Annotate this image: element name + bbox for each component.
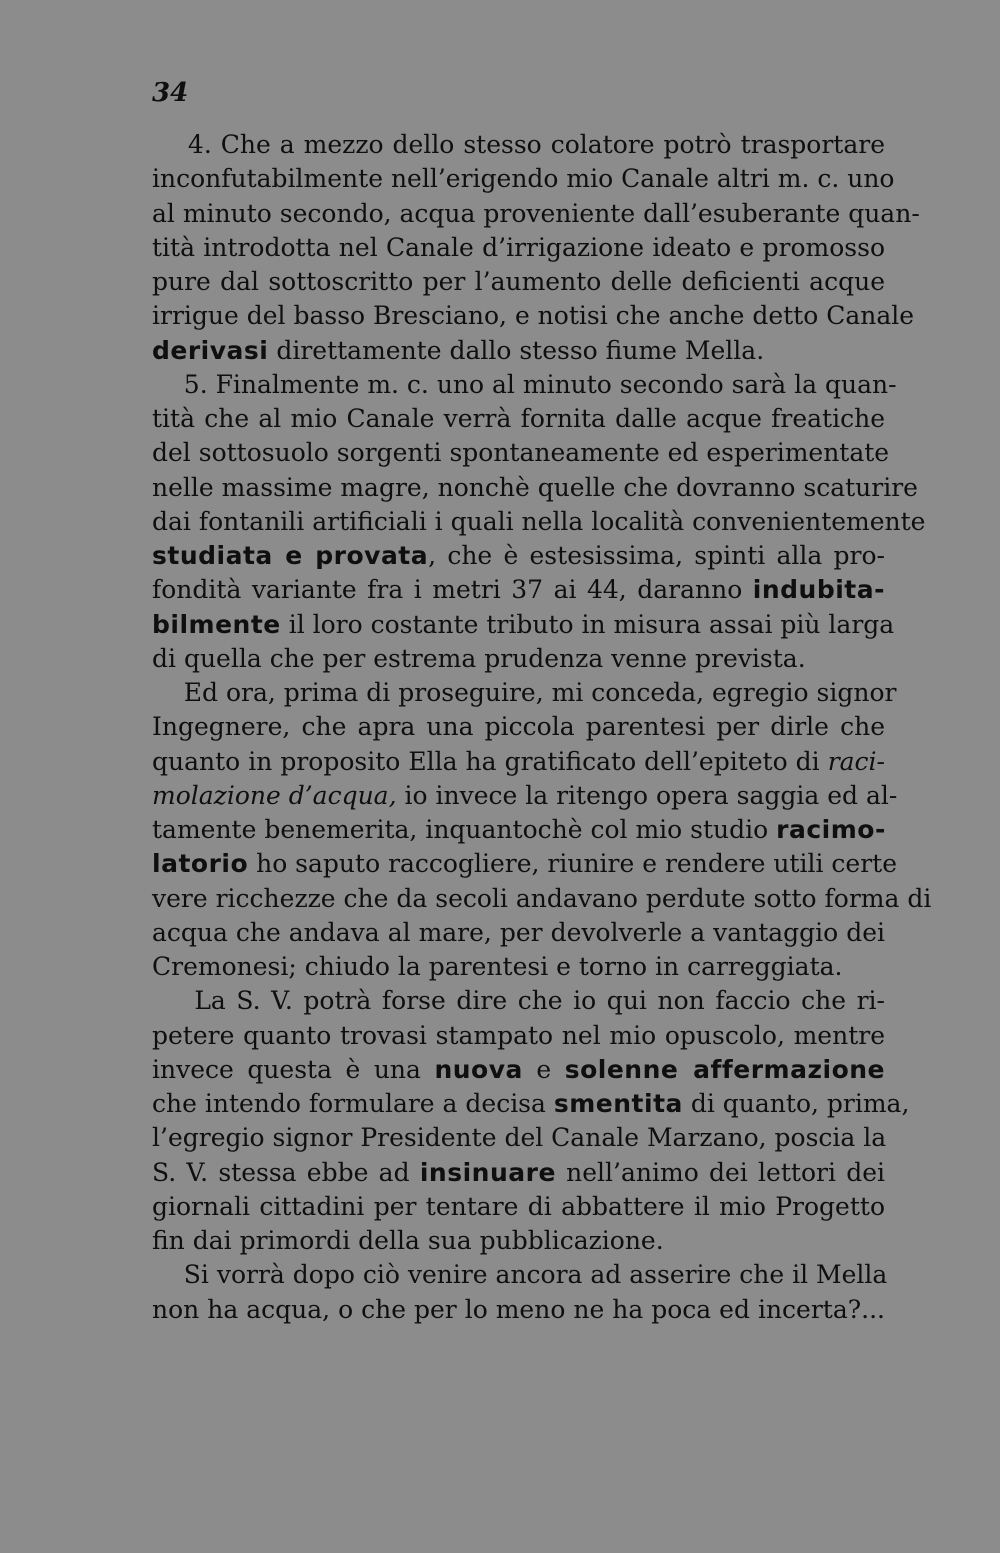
emphasis-text: nuova [434,1054,523,1084]
text-line [152,539,885,573]
text-segment: l’egregio signor Presidente del Canale Marzano, poscia la [152,1123,887,1153]
text-segment: nell’animo dei lettori dei [555,1157,885,1187]
text-segment: non ha acqua, o che per lo meno ne ha poca ed incerta?... [152,1294,885,1324]
text-segment: S. V. stessa ebbe ad [152,1157,420,1187]
text-line [152,1258,888,1292]
emphasis-text: insinuare [419,1157,556,1187]
text-segment: tità introdotta nel Canale d’irrigazione ideato e promosso [152,232,885,262]
text-line [152,984,885,1018]
text-line [152,608,895,642]
text-line [152,813,885,847]
text-segment: inconfutabilmente nell’erigendo mio Canale altri m. c. uno [152,164,895,194]
text-segment: invece questa è una [152,1054,435,1084]
text-segment: La S. V. potrà forse dire che io qui non faccio che ri- [152,986,885,1016]
text-segment: 4. Che a mezzo dello stesso colatore potrò trasportare [152,130,885,159]
emphasis-text: studiata e provata [152,541,429,570]
text-line [152,1053,885,1087]
text-line [152,197,920,231]
page-number: 34 [152,78,189,108]
text-line [152,1019,885,1053]
text-segment: dai fontanili artificiali i quali nella località convenientemente [152,506,926,536]
text-line [152,1156,885,1190]
text-line [152,573,885,607]
emphasis-text: solenne affermazione [564,1054,885,1084]
emphasis-text: derivasi [152,335,269,365]
text-line [152,642,885,676]
text-segment: fin dai primordi della sua pubblicazione. [152,1226,664,1255]
text-line [152,1224,885,1258]
text-segment: ho saputo raccogliere, riunire e rendere utili certe [248,849,897,879]
text-segment: irrigue del basso Bresciano, e notisi che anche detto Canale [152,301,915,331]
text-segment: Cremonesi; chiudo la parentesi e torno in carreggiata. [152,952,843,981]
text-line [152,745,885,779]
text-line [152,1121,885,1155]
text-segment: Si vorrà dopo ciò venire ancora ad asserire che il Mella [152,1260,888,1290]
text-segment: al minuto secondo, acqua proveniente dall’esuberante quan- [152,198,920,228]
text-line [152,505,926,539]
text-segment: 5. Finalmente m. c. uno al minuto secondo sarà la quan- [152,369,897,399]
text-line [152,436,890,470]
text-line [152,471,918,505]
text-segment: Ed ora, prima di proseguire, mi conceda, egregio signor [152,678,897,707]
text-line [152,368,897,402]
emphasis-text: bilmente [152,609,281,639]
text-segment: del sottosuolo sorgenti spontaneamente ed esperimentate [152,438,890,468]
text-segment: e [522,1054,565,1084]
text-segment: giornali cittadini per tentare di abbattere il mio Progetto [152,1191,885,1221]
text-segment: di quanto, prima, [682,1089,910,1118]
text-segment: il loro costante tributo in misura assai più larga [280,609,895,639]
emphasis-text: racimo- [776,815,886,844]
emphasis-text: indubita- [752,575,885,605]
text-line [152,231,885,265]
text-line [152,334,885,368]
text-line [152,710,885,744]
text-segment: acqua che andava al mare, per devolverle a vantaggio dei [152,917,885,947]
text-segment: io invece la ritengo opera saggia ed al- [396,780,898,810]
text-line [152,950,885,984]
text-segment: tamente benemerita, inquantochè col mio studio [152,815,777,844]
text-segment: pure dal sottoscritto per l’aumento delle deficienti acque [152,267,885,296]
emphasis-text: smentita [553,1089,683,1118]
text-segment: petere quanto trovasi stampato nel mio opuscolo, mentre [152,1020,885,1050]
text-line [152,916,885,950]
text-line [152,1190,885,1224]
text-segment: direttamente dallo stesso fiume Mella. [268,335,765,365]
text-segment: tità che al mio Canale verrà fornita dalle acque freatiche [152,404,885,433]
text-segment: Ingegnere, che apra una piccola parentesi per dirle che [152,712,885,742]
italic-text: molazione d’acqua, [152,780,397,810]
italic-text: raci- [827,746,885,776]
text-line [152,882,932,916]
emphasis-text: latorio [152,849,249,879]
text-line [152,402,885,436]
text-line [152,299,915,333]
text-segment: nelle massime magre, nonchè quelle che dovranno scaturire [152,472,918,502]
text-segment: fondità variante fra i metri 37 ai 44, daranno [152,575,753,605]
text-segment: di quella che per estrema prudenza venne prevista. [152,643,806,673]
text-segment: quanto in proposito Ella ha gratificato dell’epiteto di [152,746,828,776]
text-line [152,162,895,196]
text-line [152,1293,885,1327]
text-line [152,779,898,813]
text-line [152,265,885,299]
text-segment: vere ricchezze che da secoli andavano perdute sotto forma di [152,883,932,913]
text-line [152,1087,910,1121]
text-line [152,847,897,881]
text-segment: che intendo formulare a decisa [152,1089,554,1118]
text-line [152,128,885,162]
text-segment: , che è estesissima, spinti alla pro- [428,541,885,570]
text-line [152,676,897,710]
